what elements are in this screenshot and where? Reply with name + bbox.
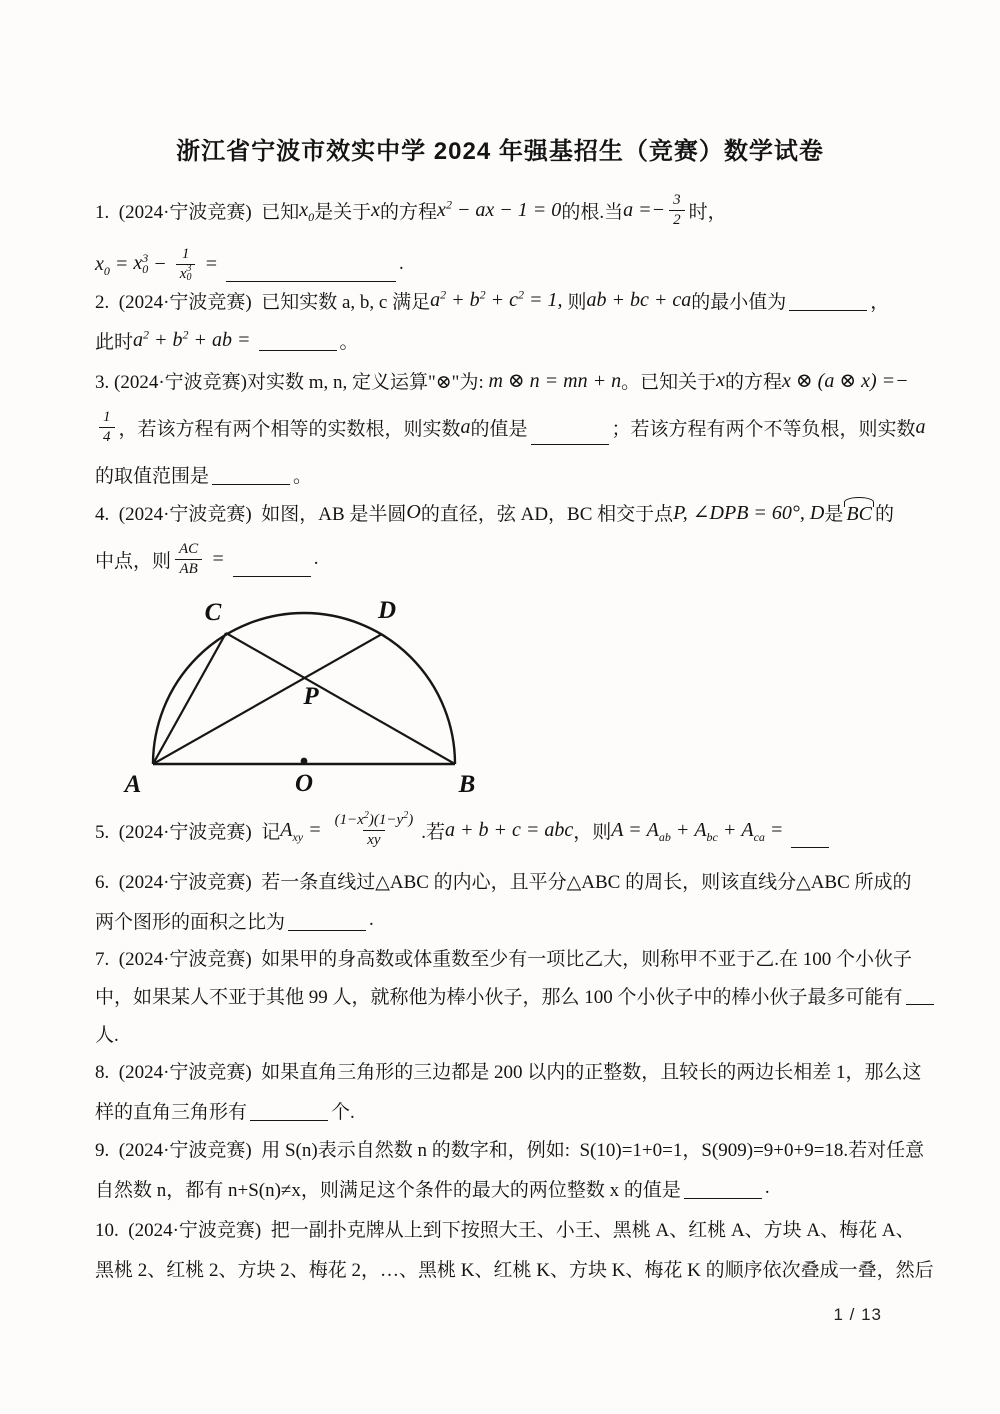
text-segment: 中，如果某人不亚于其他 99 人，就称他为棒小伙子，那么 100 个小伙子中的棒小伙子最多可能有 xyxy=(95,986,903,1008)
math-segment: )(1− xyxy=(368,811,397,828)
figure-label-d: D xyxy=(377,597,397,624)
answer-blank xyxy=(531,442,609,445)
answer-blank xyxy=(250,1118,328,1121)
math-segment: xy xyxy=(367,831,381,848)
text-segment: 5. (2024·宁波竞赛) 记 xyxy=(95,821,281,843)
math-subscripted: $A_{ca}$ xyxy=(741,818,765,844)
superscript: 2 xyxy=(182,326,189,341)
question-line xyxy=(95,280,910,320)
question-2 xyxy=(95,280,910,360)
question-line xyxy=(95,1050,922,1090)
subscript: ab xyxy=(658,829,671,844)
math-superscripted: $x^2$ xyxy=(437,196,452,221)
text-segment: ，若该方程有两个相等的实数根，则实数 xyxy=(118,418,461,440)
superscript: 2 xyxy=(403,809,409,821)
math-superscripted: $a^2$ xyxy=(430,286,447,311)
math-segment: A = xyxy=(611,818,647,841)
text-segment: 时， xyxy=(688,201,727,223)
math-segment: = xyxy=(764,818,789,841)
math-superscripted: $b^2$ xyxy=(172,326,189,351)
fraction xyxy=(99,408,115,447)
text-segment: 3. (2024·宁波竞赛)对实数 m, n, 定义运算"⊗"为: xyxy=(95,371,489,393)
math-segment: x xyxy=(371,198,381,221)
figure-label-a: A xyxy=(124,771,142,798)
math-segment: a xyxy=(460,415,471,438)
math-segment: ab + bc + ca xyxy=(586,288,692,311)
answer-blank xyxy=(789,308,867,311)
text-segment: 人. xyxy=(95,1024,119,1046)
math-segment: a =− xyxy=(623,198,666,221)
text-segment: ， xyxy=(870,291,890,313)
figure-label-o: O xyxy=(294,770,314,797)
text-segment: 样的直角三角形有 xyxy=(95,1101,248,1123)
text-segment: 的方程 xyxy=(725,371,783,393)
numerator xyxy=(99,408,115,427)
math-superscripted: $a^2$ xyxy=(133,326,150,351)
question-line xyxy=(95,183,910,237)
question-line xyxy=(95,532,910,586)
numerator xyxy=(669,191,685,210)
question-7 xyxy=(95,938,910,1052)
question-1 xyxy=(95,183,910,291)
center-dot xyxy=(301,758,308,765)
math-segment: = xyxy=(199,252,223,275)
text-segment: 的值是 xyxy=(470,418,528,440)
text-segment: 黑桃 2、红桃 2、方块 2、梅花 2，…、黑桃 K、红桃 K、方块 K、梅花 K 的顺序依次叠成一叠，然后 xyxy=(95,1259,934,1281)
question-line xyxy=(95,1208,915,1248)
question-8 xyxy=(95,1050,922,1130)
answer-blank xyxy=(288,928,366,931)
math-subscripted: $x_0$ xyxy=(299,198,315,224)
question-line xyxy=(95,860,910,900)
text-segment: 是 xyxy=(824,503,844,525)
text-segment: 自然数 n，都有 n+S(n)≠x，则满足这个条件的最大的两位整数 x 的值是 xyxy=(95,1179,681,1201)
numerator xyxy=(178,245,194,264)
question-3 xyxy=(95,360,926,494)
question-line xyxy=(95,360,910,400)
chord-cb xyxy=(226,633,455,764)
figure-wrap xyxy=(113,592,518,807)
subscript: ca xyxy=(753,829,765,844)
subscript: 0 xyxy=(308,209,315,224)
math-superscripted: $c^2$ xyxy=(509,286,524,311)
math-supsub: x 3 0 xyxy=(179,263,192,284)
text-segment: 。 xyxy=(293,465,313,487)
text-segment: 2. (2024·宁波竞赛) 已知实数 a, b, c 满足 xyxy=(95,291,431,313)
text-segment: 则 xyxy=(567,291,587,313)
math-segment: = xyxy=(303,818,327,841)
question-line xyxy=(95,1248,934,1288)
text-segment: 7. (2024·宁波竞赛) 如果甲的身高数或体重数至少有一项比乙大，则称甲不亚于乙.在 100 个小伙子 xyxy=(95,948,912,970)
numerator xyxy=(331,811,418,830)
math-superscripted: $y^2$ xyxy=(396,809,409,828)
math-segment: ) xyxy=(408,811,414,828)
question-line xyxy=(95,1168,910,1208)
question-line xyxy=(95,320,910,360)
text-segment: ，则 xyxy=(573,821,612,843)
text-segment: 的取值范围是 xyxy=(95,465,210,487)
text-segment: 是关于 xyxy=(314,201,372,223)
question-line xyxy=(95,400,926,454)
question-line xyxy=(95,1090,910,1130)
text-segment: 的最小值为 xyxy=(691,291,787,313)
figure-label-p: P xyxy=(303,683,319,710)
question-6 xyxy=(95,860,910,940)
answer-blank xyxy=(684,1196,762,1199)
text-segment: 4. (2024·宁波竞赛) 如图，AB 是半圆 xyxy=(95,503,407,525)
page-title: 浙江省宁波市效实中学 2024 年强基招生（竞赛）数学试卷 xyxy=(176,138,824,165)
math-segment: P, ∠DPB = 60°, D xyxy=(673,501,825,524)
math-segment: m ⊗ n = mn + n xyxy=(488,369,622,392)
text-segment: 中点，则 xyxy=(95,550,172,572)
math-segment: + xyxy=(670,818,695,841)
superscript: 2 xyxy=(445,196,452,211)
math-supsub: x 3 0 xyxy=(133,250,149,276)
math-segment: a + b + c = abc xyxy=(444,818,574,841)
math-segment: = xyxy=(206,547,230,570)
superscript: 2 xyxy=(440,286,447,301)
question-line xyxy=(95,492,910,532)
text-segment: . xyxy=(764,1177,770,1198)
math-segment: AB xyxy=(179,560,198,577)
denominator xyxy=(99,427,115,447)
math-segment: + xyxy=(717,818,742,841)
math-subscripted: $x_0$ xyxy=(95,252,110,278)
subscript: bc xyxy=(706,829,718,844)
math-subscripted: $A_{bc}$ xyxy=(694,818,718,844)
math-segment: O xyxy=(406,500,421,523)
math-segment: 1 xyxy=(103,408,111,425)
math-segment: + xyxy=(446,288,470,311)
answer-blank xyxy=(906,1002,934,1005)
text-segment: . xyxy=(369,909,374,930)
math-segment: (1− xyxy=(334,811,358,828)
fraction xyxy=(331,811,418,850)
question-line xyxy=(95,976,910,1014)
figure-label-c: C xyxy=(204,599,222,626)
answer-blank xyxy=(791,845,829,848)
text-segment: 的 xyxy=(874,503,894,525)
math-subscripted: $A_{xy}$ xyxy=(280,818,304,844)
chord-ad xyxy=(153,634,382,764)
math-segment: x xyxy=(716,368,726,391)
answer-blank xyxy=(212,482,290,485)
answer-blank xyxy=(233,574,311,577)
text-segment: 1. (2024·宁波竞赛) 已知 xyxy=(95,201,300,223)
math-segment: 1 xyxy=(181,245,190,262)
text-segment: 6. (2024·宁波竞赛) 若一条直线过△ABC 的内心，且平分△ABC 的周长，则该直线分△ABC 所成的 xyxy=(95,871,912,893)
text-segment: ；若该方程有两个不等负根，则实数 xyxy=(611,418,916,440)
math-segment: AC xyxy=(179,540,199,557)
superscript: 2 xyxy=(143,326,150,341)
math-segment: x ⊗ (a ⊗ x) =− xyxy=(782,369,909,392)
superscript: 3 xyxy=(142,250,149,265)
question-9 xyxy=(95,1128,925,1208)
question-line xyxy=(95,1014,910,1052)
question-5 xyxy=(95,803,910,857)
math-segment: 2 xyxy=(673,211,681,228)
math-segment: 3 xyxy=(673,191,681,208)
math-superscripted: $x^2$ xyxy=(357,809,369,828)
page-number: 1 / 13 xyxy=(833,1305,882,1324)
text-segment: 10. (2024·宁波竞赛) 把一副扑克牌从上到下按照大王、小王、黑桃 A、红桃 A、方块 A、梅花 A、 xyxy=(95,1219,915,1241)
fraction xyxy=(669,191,685,230)
subscript: 0 xyxy=(142,261,149,276)
superscript: 2 xyxy=(518,286,524,301)
question-line xyxy=(95,1128,925,1168)
subscript: xy xyxy=(292,829,304,844)
text-segment: 此时 xyxy=(95,331,134,353)
math-segment: 4 xyxy=(103,428,111,445)
text-segment: 的根.当 xyxy=(561,201,624,223)
question-line xyxy=(95,900,910,940)
supsub-stack xyxy=(142,250,149,276)
figure-label-b: B xyxy=(458,771,476,798)
text-segment: . xyxy=(398,253,404,274)
text-segment: . xyxy=(313,548,319,569)
geometry-figure xyxy=(113,592,518,807)
text-segment: 9. (2024·宁波竞赛) 用 S(n)表示自然数 n 的数字和，例如: S(10)=1+0=1，S(909)=9+0+9=18.若对任意 xyxy=(95,1139,925,1161)
question-4 xyxy=(95,492,910,586)
math-subscripted: $A_{ab}$ xyxy=(646,818,671,844)
text-segment: 两个图形的面积之比为 xyxy=(95,911,286,933)
numerator xyxy=(175,540,202,559)
text-segment: .若 xyxy=(421,821,445,843)
superscript: 2 xyxy=(363,809,369,821)
text-segment: 的方程 xyxy=(380,201,438,223)
text-segment: 个. xyxy=(331,1101,355,1123)
math-segment: − ax − 1 = 0 xyxy=(451,198,562,221)
math-segment: = 1, xyxy=(524,288,568,311)
denominator xyxy=(363,830,384,850)
denominator xyxy=(175,559,201,579)
math-superscripted: $b^2$ xyxy=(469,286,486,311)
question-10 xyxy=(95,1208,934,1288)
math-segment: + xyxy=(485,288,510,311)
denominator xyxy=(669,210,685,230)
answer-blank xyxy=(259,348,337,351)
question-line xyxy=(95,454,910,494)
text-segment: 8. (2024·宁波竞赛) 如果直角三角形的三边都是 200 以内的正整数，且较长的两边长相差 1，那么这 xyxy=(95,1061,922,1083)
subscript: 0 xyxy=(186,272,192,284)
math-segment: = xyxy=(109,252,134,275)
fraction xyxy=(175,540,202,579)
overarc-text: BC xyxy=(843,503,875,526)
math-segment: + xyxy=(149,328,173,351)
math-segment: a xyxy=(915,415,926,438)
question-line xyxy=(95,938,910,976)
text-segment: 。已知关于 xyxy=(621,371,717,393)
text-segment: 的直径，弦 AD，BC 相交于点 xyxy=(420,503,674,525)
text-segment: 。 xyxy=(339,331,359,353)
math-segment: − xyxy=(148,252,172,275)
subscript: 0 xyxy=(103,263,110,278)
superscript: 3 xyxy=(186,263,192,275)
math-segment: + ab = xyxy=(188,328,256,351)
superscript: 2 xyxy=(479,286,486,301)
fraction xyxy=(176,245,196,284)
question-line xyxy=(95,803,910,857)
